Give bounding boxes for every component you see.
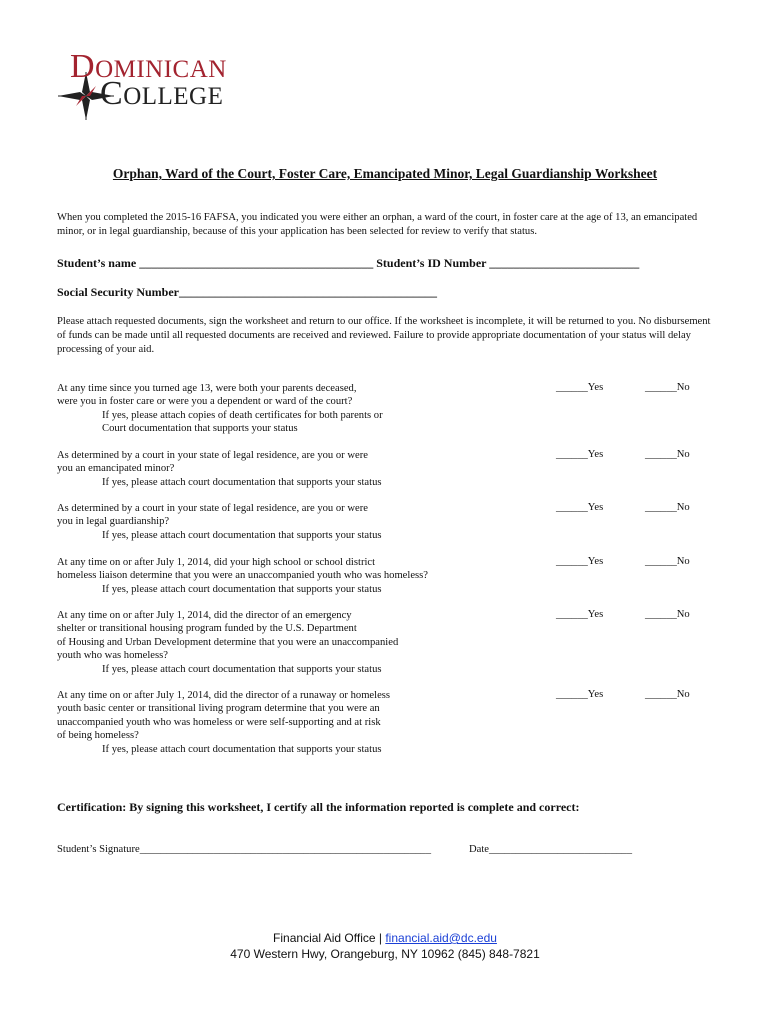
- question-item: [57, 502, 477, 542]
- question-text: you in legal guardianship?: [57, 516, 170, 528]
- signature-field[interactable]: _______________________________________________________: [139, 844, 432, 855]
- certification-statement: Certification: By signing this worksheet, I certify all the information reported is complete and correct:: [57, 800, 580, 814]
- footer-office: Financial Aid Office |: [273, 931, 386, 945]
- question-text: At any time on or after July 1, 2014, did the director of an emergency: [57, 610, 352, 621]
- question-text: you an emancipated minor?: [57, 463, 175, 475]
- no-answer-field[interactable]: ______No: [645, 502, 690, 513]
- no-answer-field[interactable]: ______No: [645, 556, 690, 567]
- college-logo: [56, 48, 246, 120]
- student-id-field[interactable]: _________________________: [489, 256, 640, 270]
- question-item: [57, 449, 477, 489]
- date-label: Date: [469, 844, 489, 855]
- question-item: [57, 609, 477, 676]
- no-answer-field[interactable]: ______No: [645, 382, 690, 393]
- yes-answer-field[interactable]: ______Yes: [556, 609, 604, 620]
- student-name-field[interactable]: _______________________________________: [139, 256, 374, 270]
- question-text: At any time on or after July 1, 2014, did the director of a runaway or homeless: [57, 690, 391, 701]
- question-text: of Housing and Urban Development determine that you were an unaccompanied: [57, 636, 399, 648]
- question-text: As determined by a court in your state of legal residence, are you or were: [57, 503, 368, 514]
- ssn-label: Social Security Number: [57, 285, 179, 299]
- question-text: were you in foster care or were you a dependent or ward of the court?: [57, 396, 353, 408]
- footer-address: 470 Western Hwy, Orangeburg, NY 10962 (845) 848-7821: [230, 947, 540, 961]
- no-answer-field[interactable]: ______No: [645, 689, 690, 700]
- question-instruction: If yes, please attach court documentation that supports your status: [102, 476, 382, 488]
- logo-line-dominican: DOMINICAN: [70, 48, 227, 85]
- intro-paragraph: When you completed the 2015-16 FAFSA, you indicated you were either an orphan, a ward of the court, in foster care at the age of 13, an emancipated minor, or in legal guardianship, because of this your application has been selected for review to verify that status.: [57, 212, 698, 237]
- signature-label: Student’s Signature: [57, 844, 140, 855]
- student-info-row: [57, 256, 639, 271]
- question-text: At any time since you turned age 13, were both your parents deceased,: [57, 383, 357, 394]
- logo-line-college: COLLEGE: [100, 75, 224, 112]
- date-row: [469, 844, 632, 855]
- worksheet-title: Orphan, Ward of the Court, Foster Care, Emancipated Minor, Legal Guardianship Worksheet: [112, 166, 658, 181]
- instructions-paragraph: Please attach requested documents, sign the worksheet and return to our office. If the worksheet is incomplete, it will be returned to you. No disbursement of funds can be made until all requested documents are received and reviewed. Failure to provide appropriate documentation of your status will delay processing of your aid.: [57, 316, 711, 355]
- question-item: [57, 556, 477, 596]
- question-instruction: If yes, please attach court documentation that supports your status: [102, 529, 382, 541]
- question-text: As determined by a court in your state of legal residence, are you or were: [57, 450, 368, 461]
- question-item: [57, 689, 477, 756]
- yes-answer-field[interactable]: ______Yes: [556, 449, 604, 460]
- question-text: of being homeless?: [57, 730, 139, 742]
- ssn-row: [57, 285, 437, 300]
- student-name-label: Student’s name: [57, 256, 137, 270]
- question-text: At any time on or after July 1, 2014, did your high school or school district: [57, 557, 376, 568]
- yes-answer-field[interactable]: ______Yes: [556, 556, 604, 567]
- date-field[interactable]: ___________________________: [489, 844, 633, 855]
- student-id-label: Student’s ID Number: [376, 256, 487, 270]
- signature-row: [57, 844, 431, 855]
- question-instruction: Court documentation that supports your status: [102, 423, 298, 435]
- question-text: shelter or transitional housing program funded by the U.S. Department: [57, 623, 357, 635]
- yes-answer-field[interactable]: ______Yes: [556, 502, 604, 513]
- no-answer-field[interactable]: ______No: [645, 609, 690, 620]
- question-instruction: If yes, please attach court documentation that supports your status: [102, 583, 382, 595]
- question-text: homeless liaison determine that you were an unaccompanied youth who was homeless?: [57, 570, 428, 582]
- question-instruction: If yes, please attach court documentation that supports your status: [102, 663, 382, 675]
- question-text: youth basic center or transitional living program determine that you were an: [57, 703, 380, 715]
- question-item: [57, 382, 477, 436]
- yes-answer-field[interactable]: ______Yes: [556, 382, 604, 393]
- footer-email-link[interactable]: financial.aid@dc.edu: [385, 931, 497, 945]
- question-text: youth who was homeless?: [57, 650, 168, 662]
- yes-answer-field[interactable]: ______Yes: [556, 689, 604, 700]
- question-instruction: If yes, please attach copies of death certificates for both parents or: [102, 409, 383, 421]
- ssn-field[interactable]: ___________________________________________: [179, 285, 437, 299]
- no-answer-field[interactable]: ______No: [645, 449, 690, 460]
- question-instruction: If yes, please attach court documentation that supports your status: [102, 743, 382, 755]
- question-text: unaccompanied youth who was homeless or were self-supporting and at risk: [57, 716, 381, 728]
- footer: [0, 930, 770, 962]
